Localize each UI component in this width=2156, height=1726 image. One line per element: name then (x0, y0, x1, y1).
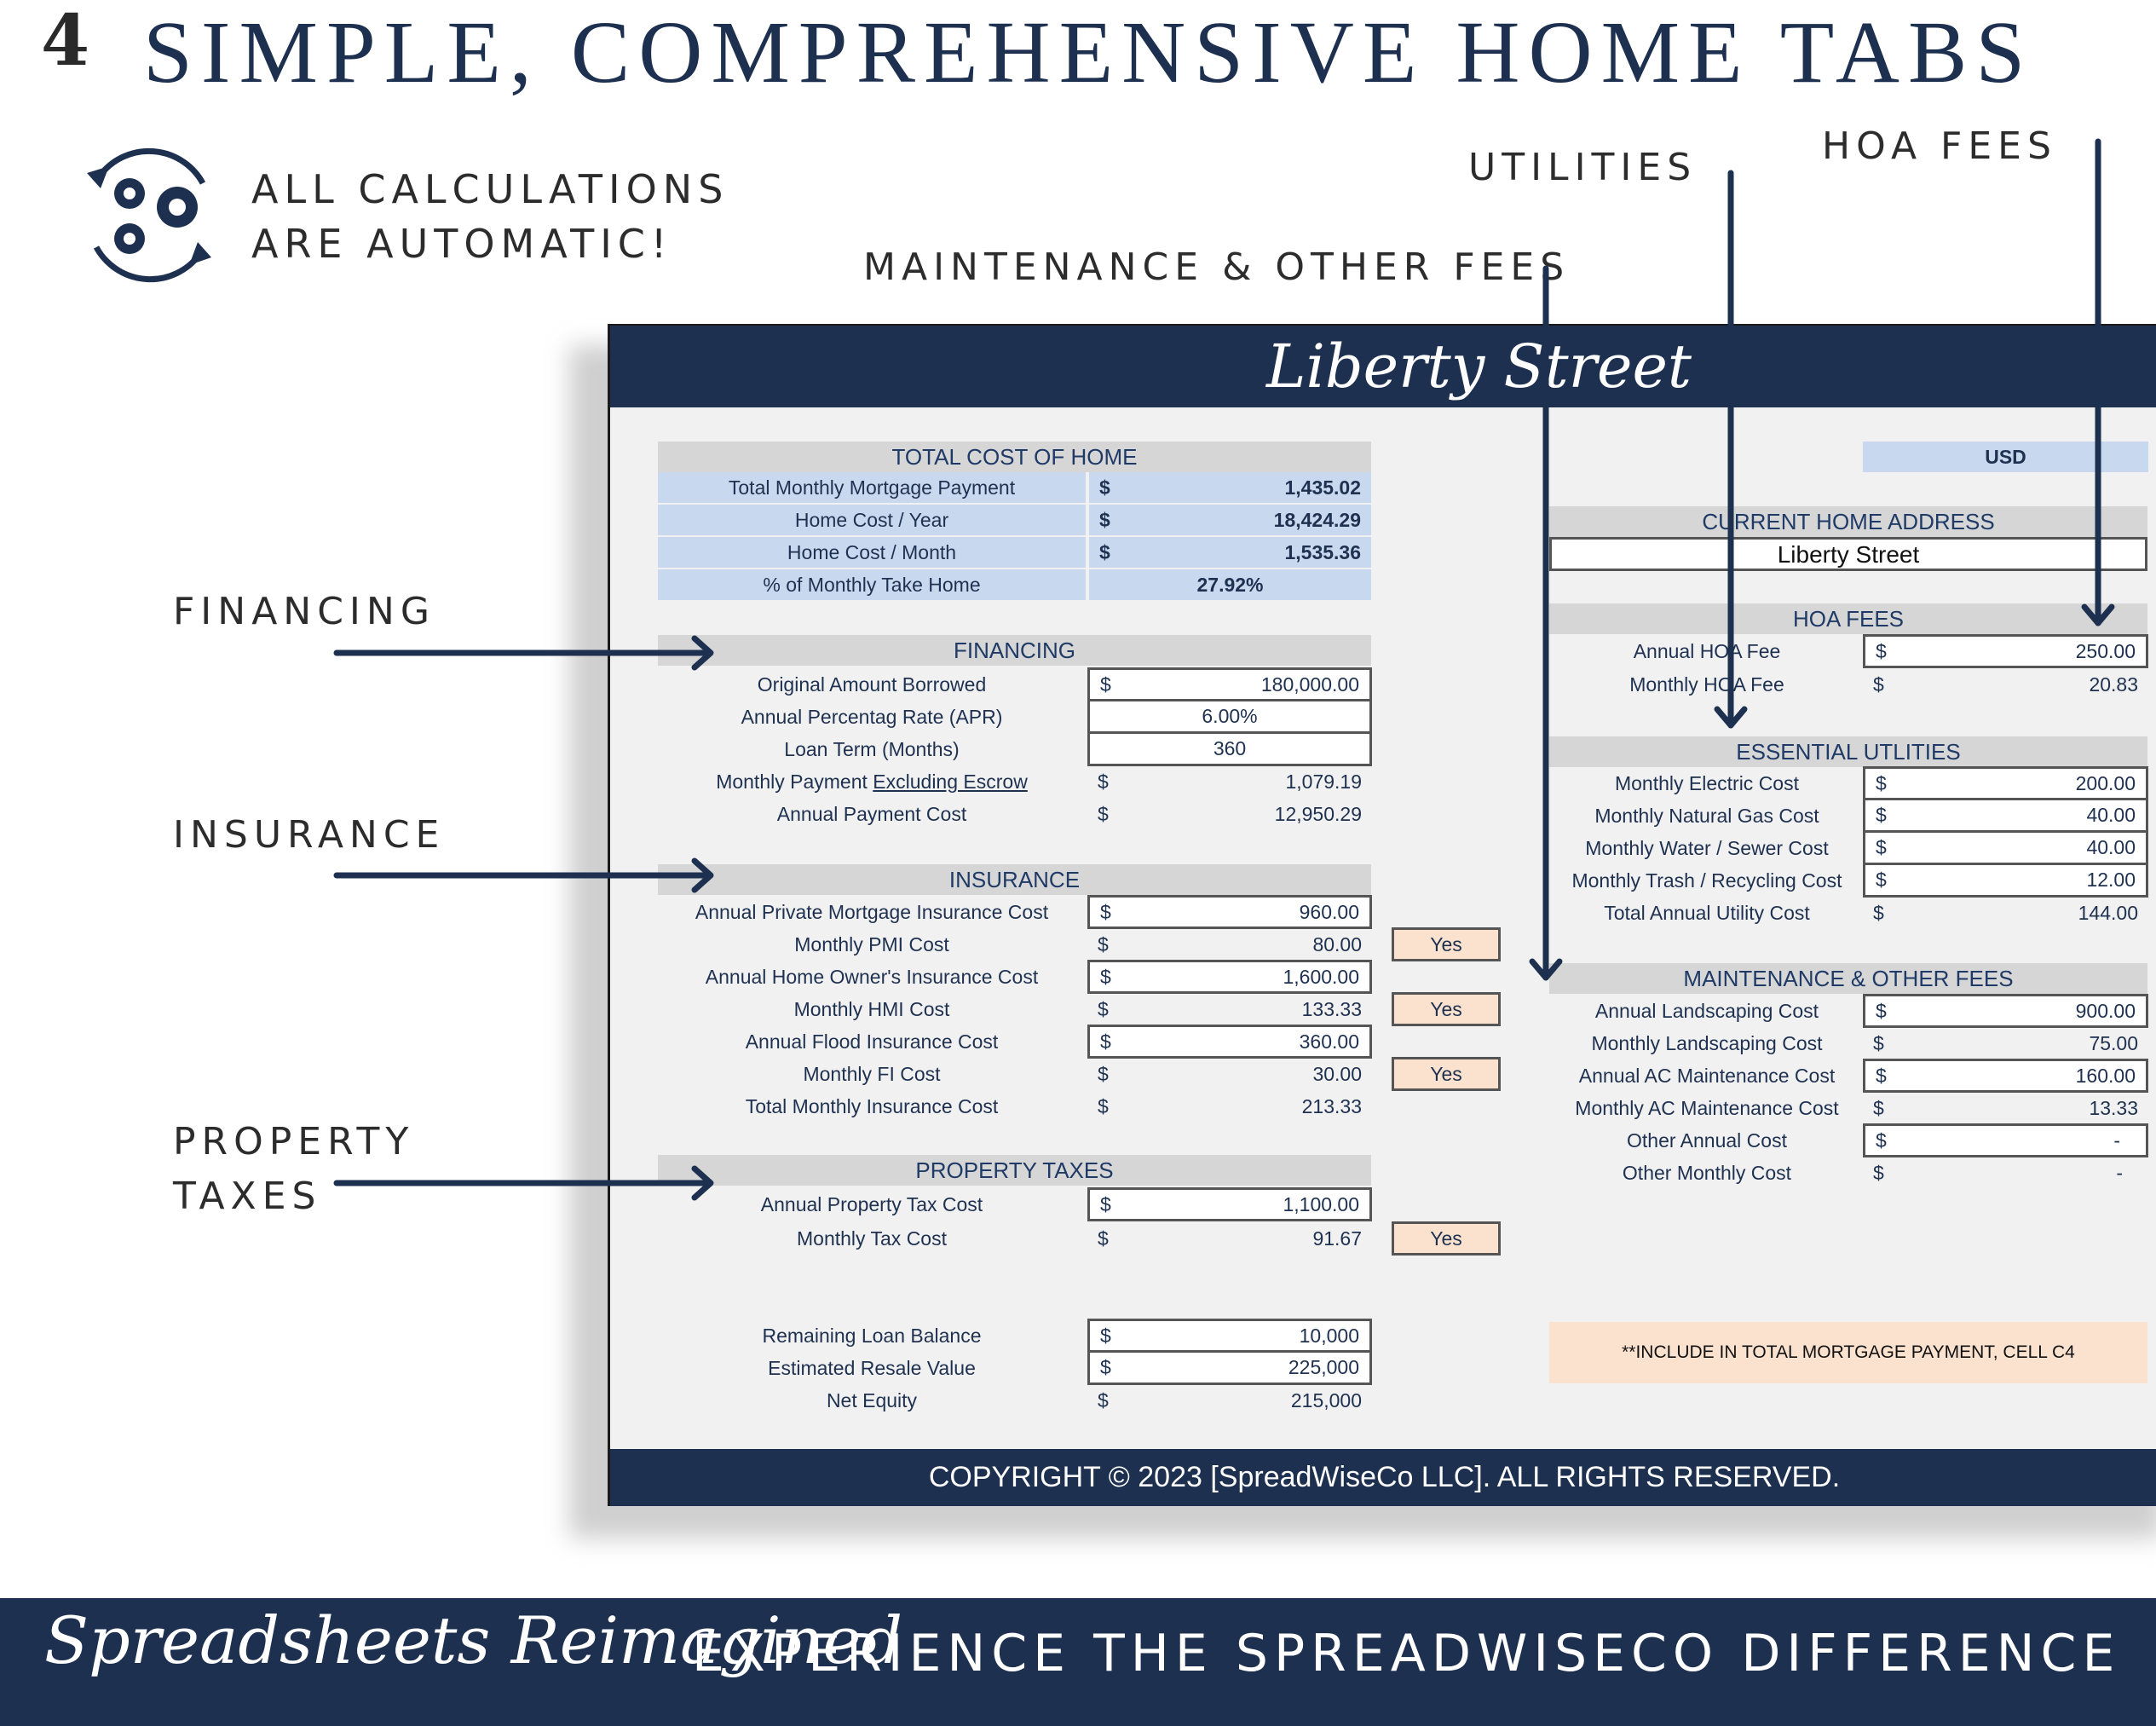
currency-symbol: $ (1098, 1063, 1109, 1085)
monthly-payment-value: 1,079.19 (1285, 771, 1362, 793)
currency-symbol: $ (1876, 772, 1887, 794)
financing-row-label: Annual Percentag Rate (APR) (741, 706, 1003, 728)
insurance-row-label: Annual Private Mortgage Insurance Cost (695, 901, 1049, 923)
maintenance-row-label: Monthly AC Maintenance Cost (1575, 1097, 1839, 1119)
financing-row-label: Loan Term (Months) (784, 738, 960, 760)
currency-symbol: $ (1876, 804, 1887, 826)
total-cost-heading: TOTAL COST OF HOME (658, 442, 1371, 472)
currency-symbol: $ (1098, 1227, 1109, 1250)
currency-symbol: $ (1876, 1000, 1887, 1022)
tax-annual-value: 1,100.00 (1283, 1193, 1359, 1215)
currency-symbol: $ (1098, 1095, 1109, 1117)
utility-row-label: Monthly Natural Gas Cost (1594, 805, 1819, 827)
equity-row-label: Estimated Resale Value (768, 1357, 976, 1379)
tax-row-label: Annual Property Tax Cost (760, 1193, 983, 1215)
currency-symbol: $ (1100, 1030, 1111, 1053)
equity-row-label: Remaining Loan Balance (762, 1325, 982, 1347)
currency-symbol: $ (1099, 541, 1110, 563)
flood-annual-value: 360.00 (1299, 1030, 1359, 1053)
address-input[interactable]: Liberty Street (1549, 537, 2147, 571)
callout-financing: FINANCING (173, 590, 435, 633)
auto-note-line2: ARE AUTOMATIC! (251, 221, 673, 267)
sheet-title: Liberty Street (1266, 332, 1692, 401)
currency-symbol: $ (1099, 476, 1110, 499)
excluding-escrow-link[interactable]: Excluding Escrow (873, 771, 1028, 793)
auto-note-line1: ALL CALCULATIONS (251, 166, 729, 212)
currency-symbol: $ (1873, 902, 1884, 924)
currency-symbol: $ (1100, 1325, 1111, 1347)
total-row-label: % of Monthly Take Home (658, 569, 1086, 600)
other-annual-value: - (2113, 1129, 2120, 1152)
currency-symbol: $ (1876, 1065, 1887, 1087)
loan-balance-value: 10,000 (1299, 1325, 1359, 1347)
fi-include-toggle[interactable]: Yes (1392, 1057, 1501, 1091)
monthly-payment-label: Monthly Payment (716, 771, 873, 793)
currency-symbol: $ (1100, 901, 1111, 923)
currency-symbol: $ (1100, 966, 1111, 988)
insurance-row-label: Annual Flood Insurance Cost (745, 1030, 999, 1053)
hoa-annual-value: 250.00 (2075, 640, 2136, 662)
insurance-total-value: 213.33 (1301, 1095, 1362, 1117)
flood-monthly-value: 30.00 (1312, 1063, 1362, 1085)
address-heading: CURRENT HOME ADDRESS (1549, 506, 2147, 537)
utility-total-value: 144.00 (2078, 902, 2138, 924)
currency-symbol: $ (1876, 869, 1887, 891)
insurance-row-label: Annual Home Owner's Insurance Cost (705, 966, 1039, 988)
callout-property: PROPERTY (173, 1120, 415, 1163)
pmi-include-toggle[interactable]: Yes (1392, 927, 1501, 961)
currency-symbol: $ (1100, 673, 1111, 696)
ac-annual-value: 160.00 (2075, 1065, 2136, 1087)
pmi-annual-value: 960.00 (1299, 901, 1359, 923)
hmi-include-toggle[interactable]: Yes (1392, 992, 1501, 1026)
utilities-heading: ESSENTIAL UTLITIES (1549, 736, 2147, 767)
hmi-monthly-value: 133.33 (1301, 998, 1362, 1020)
financing-row-label: Annual Payment Cost (776, 803, 967, 825)
insurance-heading: INSURANCE (658, 864, 1371, 895)
mortgage-include-note: **INCLUDE IN TOTAL MORTGAGE PAYMENT, CELL C4 (1549, 1322, 2147, 1383)
landscaping-annual-value: 900.00 (2075, 1000, 2136, 1022)
currency-symbol: $ (1098, 933, 1109, 955)
insurance-row-label: Monthly FI Cost (803, 1063, 941, 1085)
page-title: SIMPLE, COMPREHENSIVE HOME TABS (143, 3, 2034, 101)
currency-symbol: $ (1098, 998, 1109, 1020)
equity-row-label: Net Equity (826, 1389, 918, 1411)
trash-value: 12.00 (2086, 869, 2136, 891)
callout-taxes: TAXES (173, 1175, 322, 1218)
gas-value: 40.00 (2086, 804, 2136, 826)
insurance-row-label: Total Monthly Insurance Cost (745, 1095, 999, 1117)
maintenance-heading: MAINTENANCE & OTHER FEES (1549, 963, 2147, 994)
home-cost-month: 1,535.36 (1284, 541, 1361, 563)
currency-symbol: $ (1873, 1032, 1884, 1054)
financing-heading: FINANCING (658, 635, 1371, 666)
brand-script-logo: Spreadsheets Reimagined (44, 1602, 902, 1678)
currency-symbol: $ (1873, 673, 1884, 696)
currency-symbol: $ (1876, 836, 1887, 858)
net-equity-value: 215,000 (1290, 1389, 1362, 1411)
callout-insurance: INSURANCE (173, 813, 446, 857)
currency-symbol: $ (1098, 803, 1109, 825)
sheet-footer: COPYRIGHT © 2023 [SpreadWiseCo LLC]. ALL RIGHTS RESERVED. (610, 1449, 2156, 1506)
utility-row-label: Monthly Water / Sewer Cost (1585, 837, 1829, 859)
total-row-label: Home Cost / Year (658, 505, 1086, 535)
take-home-percent[interactable]: 27.92% (1089, 569, 1371, 600)
callout-utilities: UTILITIES (1468, 146, 1698, 189)
maintenance-row-label: Other Monthly Cost (1622, 1162, 1792, 1184)
currency-symbol: $ (1873, 1097, 1884, 1119)
financing-row-label: Original Amount Borrowed (757, 673, 987, 696)
home-cost-year: 18,424.29 (1273, 509, 1361, 531)
maintenance-row-label: Annual AC Maintenance Cost (1578, 1065, 1836, 1087)
section-number: 4 (41, 0, 90, 82)
callout-hoa-fees: HOA FEES (1822, 124, 2057, 168)
loan-term-input[interactable]: 360 (1087, 734, 1372, 766)
water-value: 40.00 (2086, 836, 2136, 858)
resale-value-value: 225,000 (1288, 1356, 1359, 1378)
tax-include-toggle[interactable]: Yes (1392, 1221, 1501, 1256)
currency-symbol: $ (1099, 509, 1110, 531)
utility-row-label: Monthly Trash / Recycling Cost (1571, 869, 1842, 892)
total-monthly-mortgage: 1,435.02 (1284, 476, 1361, 499)
currency-symbol: $ (1876, 1129, 1887, 1152)
currency-symbol: $ (1876, 640, 1887, 662)
annual-payment-value: 12,950.29 (1274, 803, 1362, 825)
maintenance-row-label: Annual Landscaping Cost (1594, 1000, 1819, 1022)
apr-input[interactable]: 6.00% (1087, 701, 1372, 734)
amount-borrowed-value: 180,000.00 (1260, 673, 1359, 696)
hoa-heading: HOA FEES (1549, 603, 2147, 634)
currency-selector[interactable]: USD (1863, 442, 2148, 472)
ac-monthly-value: 13.33 (2089, 1097, 2138, 1119)
hoa-row-label: Monthly HOA Fee (1629, 673, 1784, 696)
currency-symbol: $ (1098, 771, 1109, 793)
electric-value: 200.00 (2075, 772, 2136, 794)
landscaping-monthly-value: 75.00 (2089, 1032, 2138, 1054)
utility-row-label: Monthly Electric Cost (1614, 772, 1799, 794)
pmi-monthly-value: 80.00 (1312, 933, 1362, 955)
hoa-row-label: Annual HOA Fee (1633, 640, 1781, 662)
brand-tagline: EXPERIENCE THE SPREADWISECO DIFFERENCE (692, 1624, 2121, 1683)
currency-symbol: $ (1100, 1356, 1111, 1378)
maintenance-row-label: Other Annual Cost (1627, 1129, 1787, 1152)
tax-monthly-value: 91.67 (1312, 1227, 1362, 1250)
insurance-row-label: Monthly PMI Cost (794, 933, 949, 955)
total-row-label: Home Cost / Month (658, 537, 1086, 568)
total-row-label: Total Monthly Mortgage Payment (658, 472, 1086, 503)
callout-maintenance: MAINTENANCE & OTHER FEES (863, 245, 1571, 289)
hmi-annual-value: 1,600.00 (1283, 966, 1359, 988)
hoa-monthly-value: 20.83 (2089, 673, 2138, 696)
other-monthly-value: - (2116, 1162, 2123, 1184)
maintenance-row-label: Monthly Landscaping Cost (1591, 1032, 1823, 1054)
currency-symbol: $ (1098, 1389, 1109, 1411)
utility-row-label: Total Annual Utility Cost (1604, 902, 1810, 924)
property-taxes-heading: PROPERTY TAXES (658, 1155, 1371, 1186)
currency-symbol: $ (1873, 1162, 1884, 1184)
tax-row-label: Monthly Tax Cost (797, 1227, 947, 1250)
insurance-row-label: Monthly HMI Cost (793, 998, 950, 1020)
currency-symbol: $ (1100, 1193, 1111, 1215)
